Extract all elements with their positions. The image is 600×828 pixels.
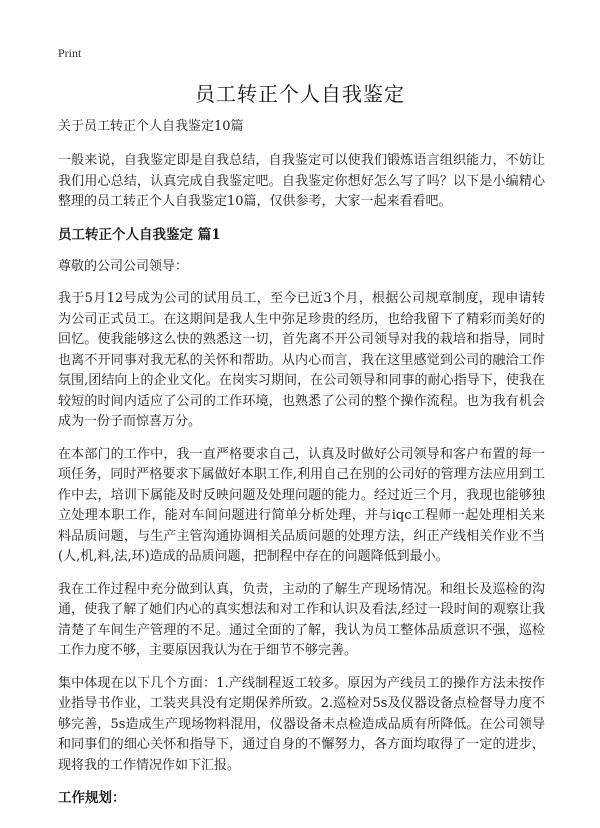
- greeting-line: 尊敬的公司公司领导：: [58, 258, 189, 274]
- intro-paragraph: 一般来说，自我鉴定即是自我总结，自我鉴定可以使我们锻炼语言组织能力，不妨让我们用心总结，认真完成自我鉴定吧。自我鉴定你想好怎么写了吗？以下是小编精心整理的员工转正个人自我鉴定10篇，仅供参考，大家一起来看看吧。: [58, 153, 545, 209]
- document-subtitle: 关于员工转正个人自我鉴定10篇: [58, 119, 244, 134]
- body-paragraph-2: 在本部门的工作中，我一直严格要求自己，认真及时做好公司领导和客户布置的每一项任务，同时严格要求下属做好本职工作,利用自己在别的公司好的管理方法应用到工作中去，培训下属能及时反映问题及处理问题的能力。经过近三个月，我现也能够独立处理本职工作，能对车间问题进行简单分析处理，并与iqc工程师一起处理相关来料品质问题，与生产主管沟通协调相关品质问题的处理方法，纠正产线相关作业不当(人,机,料,法,环)造成的品质问题，把制程中存在的问题降低到最小。: [58, 446, 545, 564]
- section-heading-1: 员工转正个人自我鉴定 篇1: [58, 226, 221, 243]
- section-heading-work-plan: 工作规划：: [58, 790, 126, 806]
- body-paragraph-4: 集中体现在以下几个方面：1.产线制程返工较多。原因为产线员工的操作方法未按作业指导书作业，工装夹具没有定期保养所致。2.巡检对5s及仪器设备点检督导力度不够完善，5s造成生产现场物料混用，仪器设备未点检造成品质有所降低。在公司领导和同事们的细心关怀和指导下，通过自身的不懈努力，各方面均取得了一定的进步，现将我的工作情况作如下汇报。: [58, 675, 545, 773]
- body-paragraph-1: 我于5月12号成为公司的试用员工，至今已近3个月，根据公司规章制度，现申请转为公司正式员工。在这期间是我人生中弥足珍贵的经历，也给我留下了精彩而美好的回忆。使我能够这么快的熟悉这一切，首先离不开公司领导对我的栽培和指导，同时也离不开同事对我无私的关怀和帮助。从内心而言，我在这里感觉到公司的融洽工作氛围,团结向上的企业文化。在岗实习期间，在公司领导和同事的耐心指导下，使我在较短的时间内适应了公司的工作环境，也熟悉了公司的整个操作流程。也为我有机会成为一份子而惊喜万分。: [58, 291, 545, 429]
- page-title: 员工转正个人自我鉴定: [195, 82, 405, 106]
- body-paragraph-3: 我在工作过程中充分做到认真，负责，主动的了解生产现场情况。和组长及巡检的沟通，使我了解了她们内心的真实想法和对工作和认识及看法,经过一段时间的观察让我清楚了车间生产管理的不足。通过全面的了解，我认为员工整体品质意识不强，巡检工作力度不够，主要原因我认为在于细节不够完善。: [58, 581, 545, 658]
- print-link[interactable]: Print: [58, 46, 82, 60]
- document-body: [58, 117, 545, 820]
